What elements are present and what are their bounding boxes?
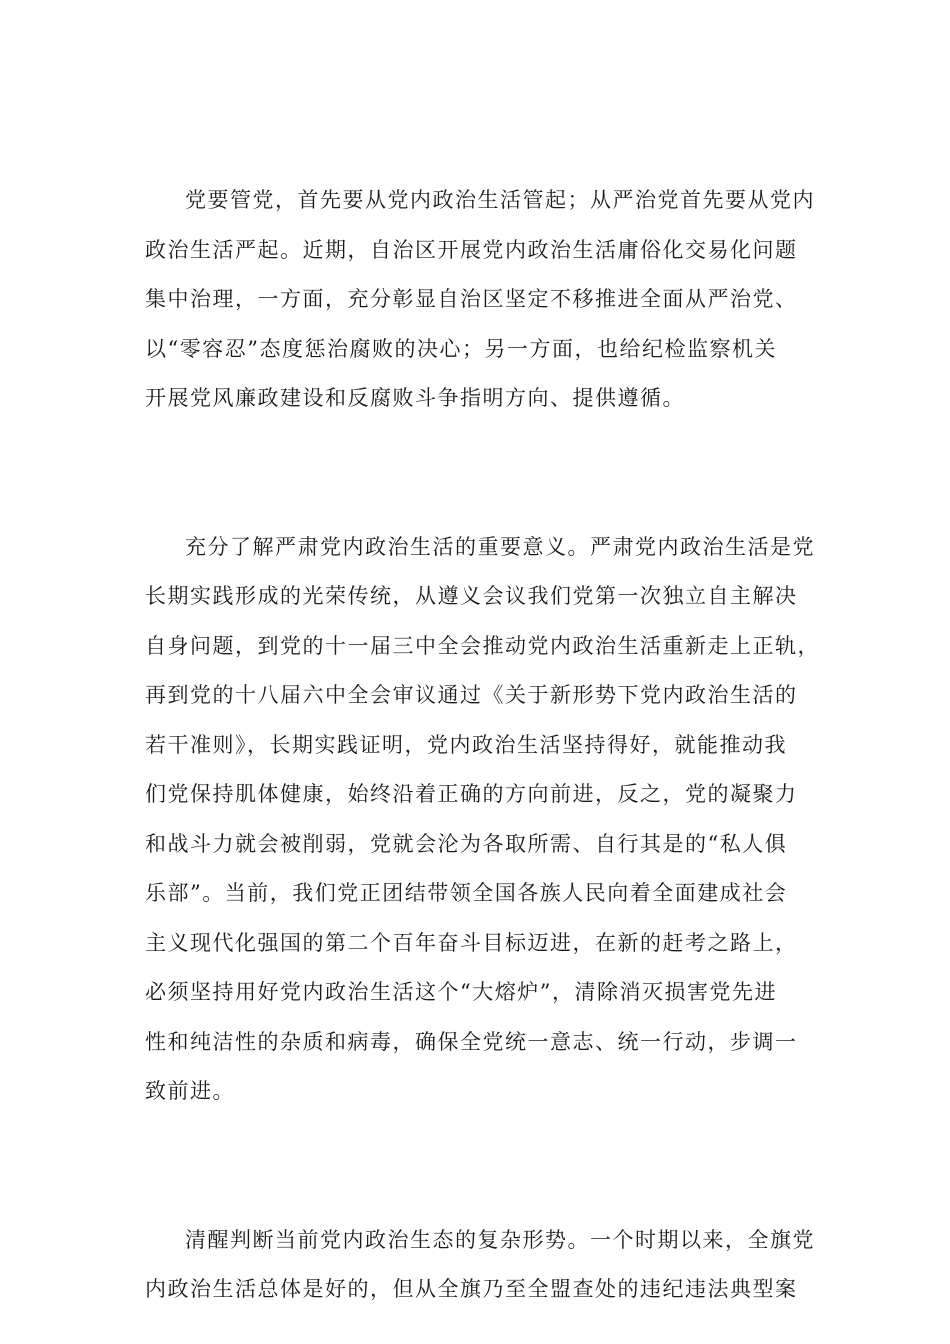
paragraph-3: [145, 1216, 815, 1315]
text-line: 长期实践形成的光荣传统，从遵义会议我们党第一次独立自主解决: [145, 584, 798, 608]
text-line: 政治生活严起。近期，自治区开展党内政治生活庸俗化交易化问题: [145, 237, 798, 262]
text-line: 内政治生活总体是好的，但从全旗乃至全盟查处的违纪违法典型案: [145, 1277, 798, 1301]
text-line: 自身问题，到党的十一届三中全会推动党内政治生活重新走上正轨，: [145, 633, 820, 658]
text-line: 开展党风廉政建设和反腐败斗争指明方向、提供遵循。: [145, 386, 685, 410]
text-line: 必须坚持用好党内政治生活这个“大熔炉”，清除消灭损害党先进: [145, 980, 777, 1004]
text-line: 集中治理，一方面，充分彰显自治区坚定不移推进全面从严治党、: [145, 287, 798, 311]
text-line: 充分了解严肃党内政治生活的重要意义。严肃党内政治生活是党: [185, 534, 815, 559]
text-line: 和战斗力就会被削弱，党就会沦为各取所需、自行其是的“私人俱: [145, 831, 788, 856]
text-line: 若干准则》，长期实践证明，党内政治生活坚持得好，就能推动我: [145, 732, 787, 757]
text-line: 致前进。: [145, 1079, 235, 1103]
text-line: 以“零容忍”态度惩治腐败的决心；另一方面，也给纪检监察机关: [145, 336, 777, 361]
paragraph-2: [145, 523, 820, 1117]
text-line: 主义现代化强国的第二个百年奋斗目标迈进，在新的赶考之路上，: [145, 930, 798, 955]
text-line: 党要管党，首先要从党内政治生活管起；从严治党首先要从党内: [185, 188, 815, 212]
document-body: [145, 176, 820, 1315]
text-line: 性和纯洁性的杂质和病毒，确保全党统一意志、统一行动，步调一: [145, 1029, 798, 1054]
text-line: 清醒判断当前党内政治生态的复杂形势。一个时期以来，全旗党: [185, 1227, 815, 1252]
text-line: 再到党的十八届六中全会审议通过《关于新形势下党内政治生活的: [145, 683, 798, 707]
text-line: 们党保持肌体健康，始终沿着正确的方向前进，反之，党的凝聚力: [145, 782, 798, 806]
text-line: 乐部”。当前，我们党正团结带领全国各族人民向着全面建成社会: [145, 881, 788, 905]
paragraph-1: [145, 176, 815, 424]
